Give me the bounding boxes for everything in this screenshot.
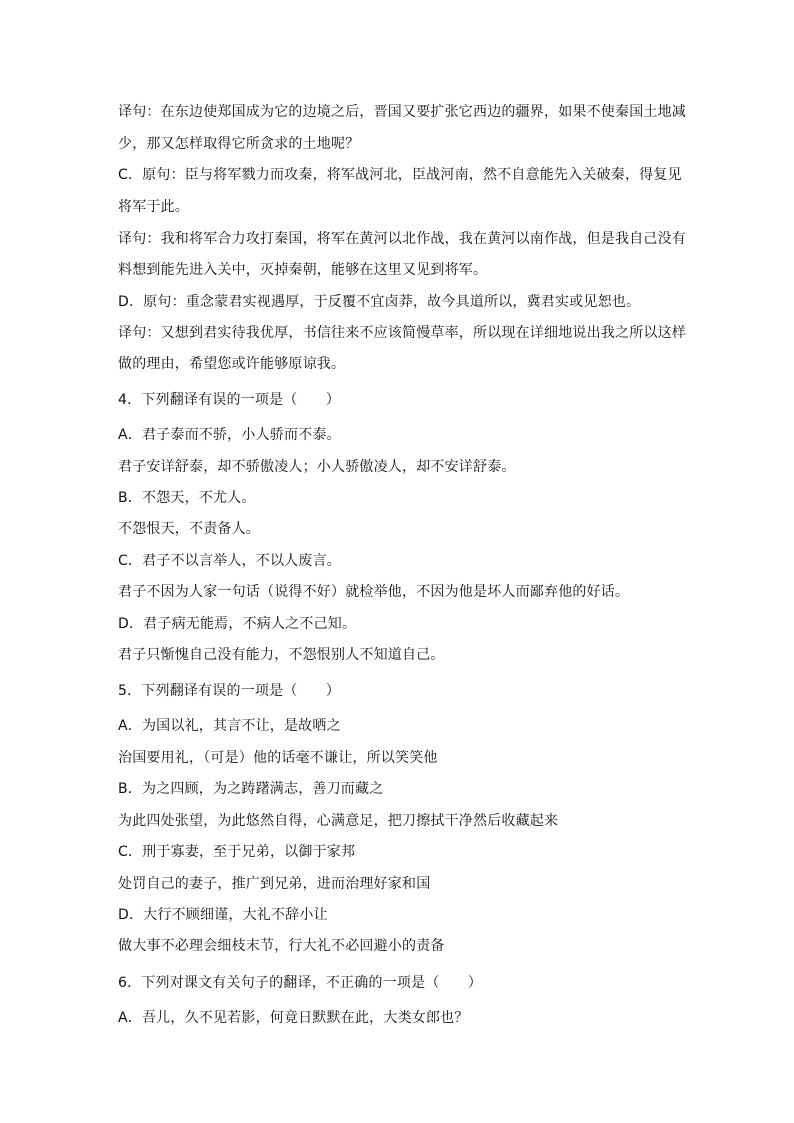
q4-option-a: A．君子泰而不骄，小人骄而不泰。: [118, 427, 341, 443]
q4-option-c-translation: 君子不因为人家一句话（说得不好）就检举他，不因为他是坏人而鄙弃他的好话。: [118, 584, 630, 600]
q4-option-b-translation: 不怨恨天，不责备人。: [118, 521, 260, 537]
q4-option-c: C．君子不以言举人，不以人废言。: [118, 553, 341, 569]
q5-option-b: B．为之四顾，为之踌躇满志，善刀而藏之: [118, 781, 384, 797]
option-c-translation-a: 译句：我和将军合力攻打秦国，将军在黄河以北作战，我在黄河以南作战，但是我自己没有: [118, 231, 686, 247]
q4-option-d-translation: 君子只惭愧自己没有能力，不怨恨别人不知道自己。: [118, 647, 445, 663]
q5-option-a: A．为国以礼，其言不让，是故哂之: [118, 718, 341, 734]
q4-option-a-translation: 君子安详舒泰，却不骄傲凌人；小人骄傲凌人，却不安详舒泰。: [118, 459, 516, 475]
translation-line-1a: 译句：在东边使郑国成为它的边境之后，晋国又要扩张它西边的疆界，如果不使秦国土地减: [118, 104, 686, 120]
question-6-stem: 6．下列对课文有关句子的翻译，不正确的一项是（ ）: [118, 975, 483, 991]
option-d-translation-b: 做的理由，希望您或许能够原谅我。: [118, 356, 346, 372]
option-d-translation-a: 译句：又想到君实待我优厚，书信往来不应该简慢草率，所以现在详细地说出我之所以这样: [118, 325, 686, 341]
q5-option-c: C．刑于寡妻，至于兄弟，以御于家邦: [118, 844, 356, 860]
q4-option-d: D．君子病无能焉，不病人之不己知。: [118, 616, 357, 632]
q5-option-d-translation: 做大事不必理会细枝末节，行大礼不必回避小的责备: [118, 938, 445, 954]
q5-option-a-translation: 治国要用礼，（可是）他的话毫不谦让，所以笑笑他: [118, 750, 438, 766]
question-4-stem: 4．下列翻译有误的一项是（ ）: [118, 392, 341, 408]
translation-line-1b: 少，那又怎样取得它所贪求的土地呢？: [118, 136, 360, 152]
question-5-stem: 5．下列翻译有误的一项是（ ）: [118, 683, 341, 699]
q4-option-b: B．不怨天，不尤人。: [118, 490, 256, 506]
option-d-original: D．原句：重念蒙君实视遇厚，于反覆不宜卤莽，故今具道所以，冀君实或见恕也。: [118, 294, 641, 310]
q5-option-b-translation: 为此四处张望，为此悠然自得，心满意足，把刀擦拭干净然后收藏起来: [118, 813, 559, 829]
q6-option-a: A．吾儿，久不见若影，何竟日默默在此，大类女郎也？: [118, 1010, 469, 1026]
q5-option-d: D．大行不顾细谨，大礼不辞小让: [118, 907, 328, 923]
q5-option-c-translation: 处罚自己的妻子，推广到兄弟，进而治理好家和国: [118, 876, 431, 892]
option-c-original-a: C．原句：臣与将军戮力而攻秦，将军战河北，臣战河南，然不自意能先入关破秦，得复见: [118, 167, 682, 183]
option-c-translation-b: 料想到能先进入关中，灭掉秦朝，能够在这里又见到将军。: [118, 262, 488, 278]
option-c-original-b: 将军于此。: [118, 199, 189, 215]
